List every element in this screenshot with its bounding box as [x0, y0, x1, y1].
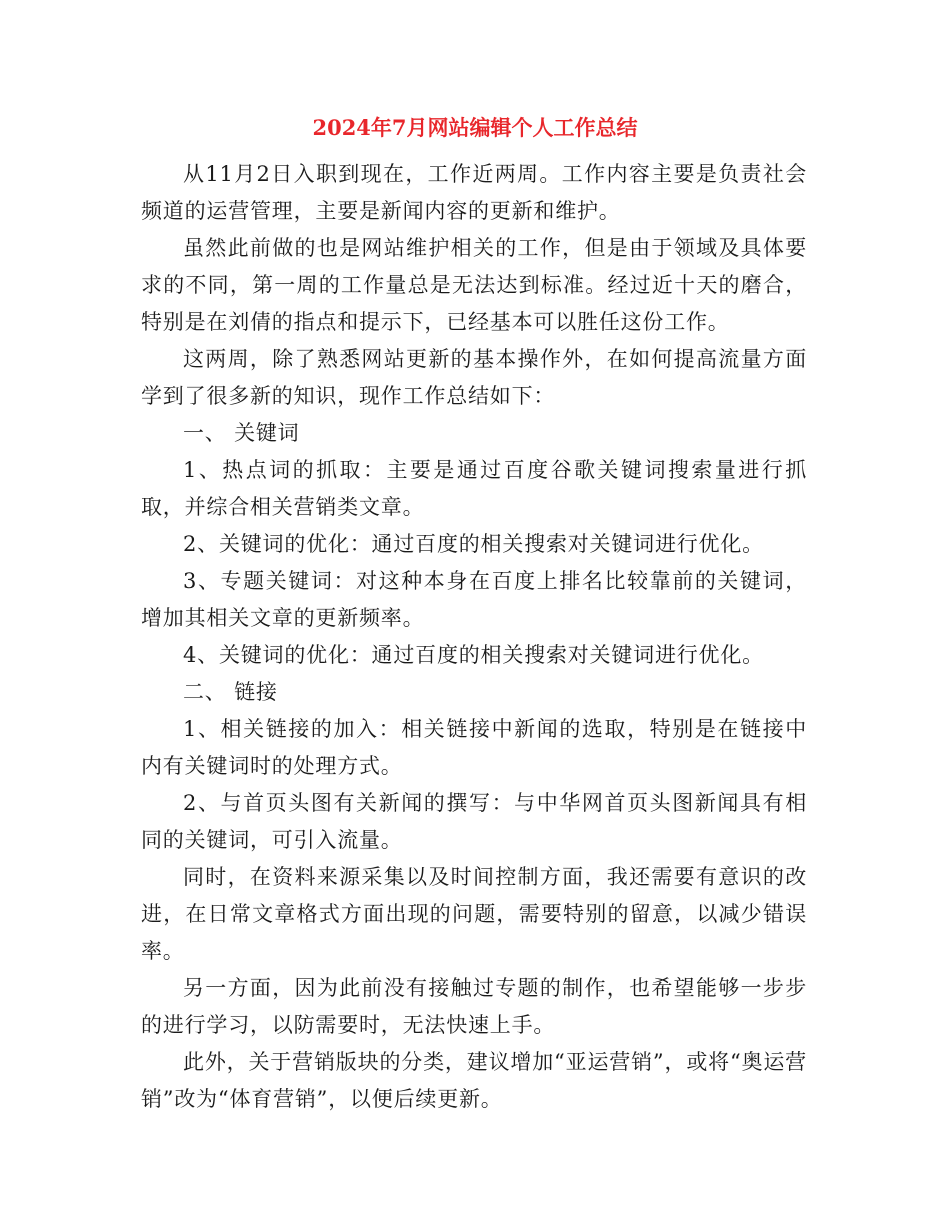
paragraph-summary-lead: 这两周，除了熟悉网站更新的基本操作外，在如何提高流量方面学到了很多新的知识，现作工作总结如下： — [141, 347, 807, 408]
section-heading-links: 二、 链接 — [183, 680, 278, 704]
paragraph-background: 虽然此前做的也是网站维护相关的工作，但是由于领域及具体要求的不同，第一周的工作量总是无法达到标准。经过近十天的磨合，特别是在刘倩的指点和提示下，已经基本可以胜任这份工作。 — [141, 236, 807, 334]
document-title: 2024年7月网站编辑个人工作总结 — [312, 115, 638, 140]
list-item-topic-keywords: 3、专题关键词：对这种本身在百度上排名比较靠前的关键词，增加其相关文章的更新频率。 — [141, 569, 807, 630]
paragraph-improvements: 同时，在资料来源采集以及时间控制方面，我还需要有意识的改进，在日常文章格式方面出现的问题，需要特别的留意，以减少错误率。 — [141, 865, 807, 963]
document-body — [141, 156, 807, 1118]
paragraph-suggestion: 此外，关于营销版块的分类，建议增加“亚运营销”，或将“奥运营销”改为“体育营销”，以便后续更新。 — [141, 1050, 807, 1111]
list-item-related-links: 1、相关链接的加入：相关链接中新闻的选取，特别是在链接中内有关键词时的处理方式。 — [141, 717, 807, 778]
list-item-keyword-optimization-repeat: 4、关键词的优化：通过百度的相关搜索对关键词进行优化。 — [183, 643, 764, 667]
section-heading-keywords: 一、 关键词 — [183, 421, 300, 445]
paragraph-intro: 从11月2日入职到现在，工作近两周。工作内容主要是负责社会频道的运营管理，主要是新闻内容的更新和维护。 — [141, 162, 807, 223]
list-item-hot-words: 1、热点词的抓取：主要是通过百度谷歌关键词搜索量进行抓取，并综合相关营销类文章。 — [141, 458, 807, 519]
paragraph-learning: 另一方面，因为此前没有接触过专题的制作，也希望能够一步步的进行学习，以防需要时，无法快速上手。 — [141, 976, 807, 1037]
list-item-headline-news: 2、与首页头图有关新闻的撰写：与中华网首页头图新闻具有相同的关键词，可引入流量。 — [141, 791, 807, 852]
list-item-keyword-optimization: 2、关键词的优化：通过百度的相关搜索对关键词进行优化。 — [183, 532, 764, 556]
